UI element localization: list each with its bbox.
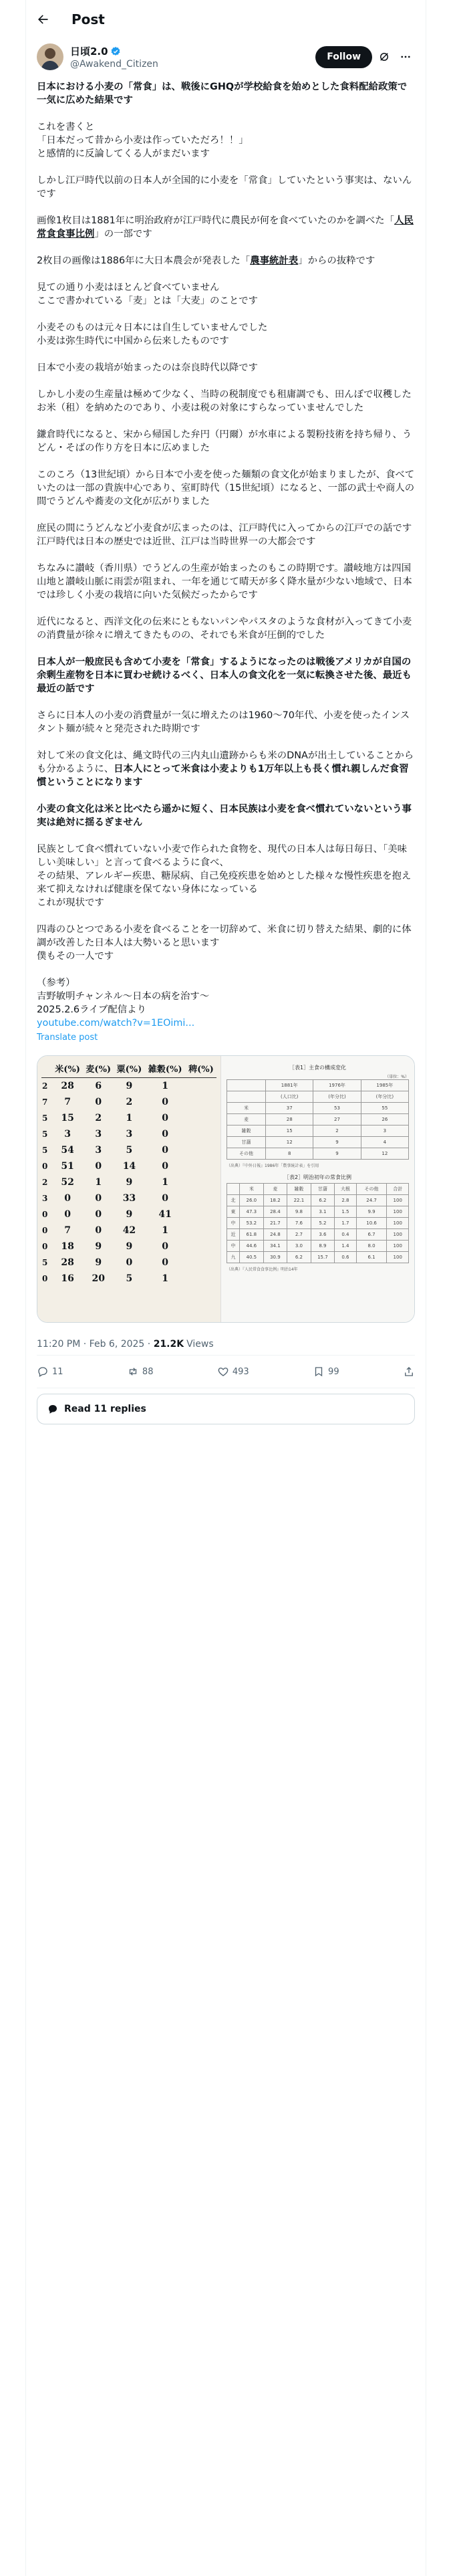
table-row — [41, 1255, 216, 1271]
table-row — [227, 1114, 409, 1125]
paragraph — [37, 843, 415, 909]
table-caption: ［表2］明治初年の常食比例 — [283, 1174, 352, 1180]
table-cell: 21.7 — [263, 1218, 287, 1229]
table-cell: 14 — [122, 1161, 136, 1172]
table-row — [227, 1080, 409, 1091]
paragraph: さらに日本人の小麦の消費量が一気に増えたのは1960〜70年代、小麦を使ったインスタント麺が続々と発売された時期です — [37, 710, 410, 734]
table-cell: 3 — [64, 1129, 71, 1140]
table-cell: 米 — [240, 1184, 264, 1195]
paragraph — [37, 655, 415, 695]
paragraph: しかし小麦の生産量は極めて少なく、当時の税制度でも租庸調でも、田んぼで収穫したお米（租）を納めたのであり、小麦は税の対象にすらなっていませんでした — [37, 389, 412, 413]
author-row — [26, 39, 426, 75]
table-cell: (年分比) — [361, 1091, 408, 1103]
table-cell: 12 — [361, 1148, 408, 1160]
share-icon — [403, 1366, 415, 1378]
row-number: 5 — [42, 1113, 48, 1123]
table-row — [41, 1222, 216, 1239]
table-cell: 0 — [95, 1209, 102, 1220]
table-row — [41, 1271, 216, 1287]
grok-icon[interactable] — [375, 47, 394, 66]
table-cell: 5 — [126, 1273, 133, 1284]
table-cell: 16 — [61, 1273, 74, 1284]
paragraph — [37, 923, 415, 963]
table-cell: 1 — [162, 1273, 169, 1284]
table-row — [227, 1103, 409, 1114]
paragraph — [37, 254, 415, 267]
table-cell: 0 — [126, 1257, 133, 1268]
media-images[interactable] — [37, 1055, 415, 1323]
table-cell: 1985年 — [361, 1080, 408, 1091]
line: 江戸時代は日本の歴史では近世、江戸は当時世界一の大都会です — [37, 536, 316, 547]
table-cell: 1 — [162, 1081, 169, 1091]
table-cell: 24.7 — [356, 1195, 387, 1206]
more-options-icon[interactable] — [396, 47, 415, 66]
table-row — [41, 1110, 216, 1126]
row-number: 0 — [42, 1210, 48, 1219]
read-replies-button[interactable] — [37, 1394, 415, 1424]
repost-count: 88 — [142, 1366, 154, 1377]
table-cell: 0 — [95, 1161, 102, 1172]
table-cell: 3 — [361, 1125, 408, 1137]
line: その結果、アレルギー疾患、糖尿病、自己免疫疾患を始めとした様々な慢性疾患を抱え来て抑えなければ健康を保てない身体になっている — [37, 871, 412, 895]
paragraph: 近代になると、西洋文化の伝来にともないパンやパスタのような食材が入ってきて小麦の消費量が徐々に増えてきたものの、それでも米食が圧倒的でした — [37, 617, 412, 641]
row-number: 5 — [42, 1130, 48, 1139]
table-cell: 28 — [266, 1114, 313, 1125]
paragraph: 日本で小麦の栽培が始まったのは奈良時代以降です — [37, 362, 258, 373]
paragraph — [37, 321, 415, 348]
post-text — [26, 75, 426, 1045]
table-row — [41, 1158, 216, 1174]
table-cell: 0.4 — [335, 1229, 356, 1241]
line: 2025.2.6ライブ配信より — [37, 1004, 146, 1015]
table-row — [227, 1184, 409, 1195]
table-cell: 2.7 — [287, 1229, 311, 1241]
table-row — [227, 1218, 409, 1229]
paragraph — [37, 976, 415, 1030]
table-cell: 3.6 — [311, 1229, 335, 1241]
like-count: 493 — [232, 1366, 249, 1377]
table-cell: 42 — [122, 1225, 136, 1236]
timestamp[interactable]: 11:20 PM · Feb 6, 2025 · — [37, 1339, 151, 1350]
table-cell: 4 — [361, 1137, 408, 1148]
table-cell: 中 — [227, 1218, 240, 1229]
action-bar — [37, 1356, 415, 1388]
table-cell: 2 — [95, 1113, 102, 1123]
line: 庶民の間にうどんなど小麦食が広まったのは、江戸時代に入ってからの江戸での話です — [37, 523, 412, 534]
row-number: 0 — [42, 1226, 48, 1235]
text-run: 対して米の食文化は、縄文時代の三内丸山遺跡からも米のDNAが出土していることからも分かるように、 — [37, 750, 414, 774]
table-cell: 9 — [95, 1241, 102, 1252]
table-cell: 2 — [126, 1097, 133, 1107]
translate-post-link[interactable]: Translate post — [37, 1033, 98, 1043]
table-cell: 34.1 — [263, 1241, 287, 1252]
bold-text: 日本における小麦の「常食」は、戦後にGHQが学校給食を始めとした食料配給政策で一気に広めた結果です — [37, 82, 408, 106]
display-name[interactable]: 日頃2.0 — [70, 45, 108, 58]
table-cell: 麦 — [263, 1184, 287, 1195]
row-number: 5 — [42, 1258, 48, 1267]
follow-button[interactable]: Follow — [315, 46, 372, 68]
reply-button[interactable] — [37, 1366, 63, 1378]
line: 見ての通り小麦はほとんど食べていません — [37, 282, 220, 293]
table-cell: (年分比) — [313, 1091, 361, 1103]
table-cell: 九 — [227, 1252, 240, 1263]
table-cell: 10.6 — [356, 1218, 387, 1229]
table-cell: 大根 — [335, 1184, 356, 1195]
line: 小麦そのものは元々日本には自生していませんでした — [37, 322, 268, 333]
line: 「日本だって昔から小麦は作っていただろ！！」 — [37, 135, 249, 146]
repost-icon — [127, 1366, 139, 1378]
table-cell: 40.5 — [240, 1252, 264, 1263]
table-cell: 5 — [126, 1145, 133, 1156]
table-cell: 100 — [387, 1241, 409, 1252]
paragraph — [37, 120, 415, 160]
table-cell: 米 — [227, 1103, 266, 1114]
table-cell: 100 — [387, 1218, 409, 1229]
table-row — [227, 1241, 409, 1252]
highlight-text: 農事統計表 — [250, 255, 299, 266]
avatar[interactable] — [37, 43, 63, 70]
bold-text: 小麦の食文化は米と比べたら遥かに短く、日本民族は小麦を食べ慣れていないという事実は絶対に揺るぎません — [37, 804, 412, 828]
table-cell: 3.0 — [287, 1241, 311, 1252]
table-cell: 100 — [387, 1206, 409, 1218]
line: これが現状です — [37, 897, 104, 908]
reply-icon — [37, 1366, 49, 1378]
table-cell: 44.6 — [240, 1241, 264, 1252]
table-row — [227, 1148, 409, 1160]
row-number: 0 — [42, 1242, 48, 1251]
table-cell: 3 — [95, 1145, 102, 1156]
table-row — [227, 1206, 409, 1218]
paragraph: しかし江戸時代以前の日本人が全国的に小麦を「常食」していたという事実は、ないんです — [37, 175, 412, 199]
bold-text: 日本人にとって米食は小麦よりも1万年以上も長く慣れ親しんだ食習慣ということになります — [37, 764, 409, 788]
table-cell: 47.3 — [240, 1206, 264, 1218]
table-unit: （単位：%） — [385, 1075, 409, 1079]
table-cell: 41 — [158, 1209, 172, 1220]
table-cell: 0 — [162, 1145, 169, 1156]
table-row — [41, 1206, 216, 1222]
table-cell: 麦 — [227, 1114, 266, 1125]
table-cell: 52 — [61, 1177, 74, 1188]
table-cell: 30.9 — [263, 1252, 287, 1263]
table-cell: 1 — [95, 1177, 102, 1188]
table-cell: 0.6 — [335, 1252, 356, 1263]
display-name-row[interactable] — [70, 44, 315, 58]
paragraph — [37, 281, 415, 308]
table-row — [41, 1142, 216, 1158]
verified-badge-icon — [110, 46, 121, 57]
table-cell: 26 — [361, 1114, 408, 1125]
table-cell: 甘藷 — [227, 1137, 266, 1148]
table-cell: 20 — [92, 1273, 105, 1284]
table-cell: 53.2 — [240, 1218, 264, 1229]
table-header: 稗(%) — [186, 1059, 216, 1078]
post-column — [26, 0, 426, 1424]
table-cell: 0 — [95, 1193, 102, 1204]
table-cell: 100 — [387, 1229, 409, 1241]
table-cell: 9 — [126, 1241, 133, 1252]
views-label: Views — [186, 1339, 214, 1350]
table-cell: 26.0 — [240, 1195, 264, 1206]
table-cell: 37 — [266, 1103, 313, 1114]
table-cell: 33 — [122, 1193, 136, 1204]
table-cell: 6 — [95, 1081, 102, 1091]
row-number: 7 — [42, 1097, 48, 1107]
back-arrow-icon[interactable] — [31, 8, 54, 31]
table-cell: 18 — [61, 1241, 74, 1252]
table-cell: 3.1 — [311, 1206, 335, 1218]
table-cell: 1976年 — [313, 1080, 361, 1091]
table-cell: 雑穀 — [287, 1184, 311, 1195]
table-cell: 5.2 — [311, 1218, 335, 1229]
table-cell: その他 — [356, 1184, 387, 1195]
table-header: 麦(%) — [83, 1059, 114, 1078]
table-cell: 北 — [227, 1195, 240, 1206]
highlight-text: 人民常食食事比例 — [37, 215, 414, 239]
table-cell: 3 — [126, 1129, 133, 1140]
table-cell: 0 — [162, 1113, 169, 1123]
table-cell: 合計 — [387, 1184, 409, 1195]
table-cell: 1.4 — [335, 1241, 356, 1252]
table-cell: その他 — [227, 1148, 266, 1160]
table-cell: 0 — [162, 1129, 169, 1140]
table-cell: 9 — [126, 1209, 133, 1220]
author-names — [70, 44, 315, 70]
text-run: 」の一部です — [94, 229, 152, 239]
table-cell: 0 — [64, 1193, 71, 1204]
table-cell: 9 — [313, 1137, 361, 1148]
line: これを書くと — [37, 122, 95, 132]
like-button[interactable] — [217, 1366, 249, 1378]
table-row — [41, 1174, 216, 1190]
paragraph — [37, 80, 415, 107]
read-replies-label: Read 11 replies — [64, 1404, 146, 1414]
text-run: 画像1枚目は1881年に明治政府が江戸時代に農民が何を食べていたのかを調べた「 — [37, 215, 395, 226]
table-cell: 1 — [162, 1177, 169, 1188]
table-cell: 雑穀 — [227, 1125, 266, 1137]
table-cell: 0 — [64, 1209, 71, 1220]
table-cell: 中 — [227, 1241, 240, 1252]
table-cell: 53 — [313, 1103, 361, 1114]
table-cell: 9.9 — [356, 1206, 387, 1218]
table-cell: 0 — [162, 1193, 169, 1204]
table-cell: 54 — [61, 1145, 74, 1156]
table-cell — [227, 1091, 266, 1103]
table-header: 米(%) — [52, 1059, 83, 1078]
table-cell: 1 — [126, 1113, 133, 1123]
repost-button[interactable] — [127, 1366, 154, 1378]
line: と感情的に反論してくる人がまだいます — [37, 148, 210, 159]
table-caption: ［表1］主食の構成変化 — [289, 1065, 347, 1071]
table-cell: 7.6 — [287, 1218, 311, 1229]
table-cell: 甘藷 — [311, 1184, 335, 1195]
line: 四毒のひとつである小麦を食べることを一切辞めて、米食に切り替えた結果、劇的に体調が改善した日本人は大勢いると思います — [37, 924, 412, 948]
heart-icon — [217, 1366, 229, 1378]
table-cell: 22.1 — [287, 1195, 311, 1206]
table-cell: 7 — [64, 1097, 71, 1107]
paragraph: このころ（13世紀頃）から日本で小麦を使った麺類の食文化が始まりましたが、食べていたのは一部の貴族中心であり、室町時代（15世紀頃）になると、一部の武士や商人の間でうどんや蕎麦の文化が広がりました — [37, 469, 415, 507]
table-row — [227, 1125, 409, 1137]
table-cell: (人口比) — [266, 1091, 313, 1103]
paragraph — [37, 522, 415, 548]
table-cell — [227, 1184, 240, 1195]
text-run: 2枚目の画像は1886年に大日本農会が発表した「 — [37, 255, 251, 266]
table-cell: 9 — [313, 1148, 361, 1160]
bold-text: 日本人が一般庶民も含めて小麦を「常食」するようになったのは戦後アメリカが自国の余剰生産物を日本に買わせ続けるべく、日本人の食文化を一気に転換させた後、最近も最近の話です — [37, 657, 412, 694]
table-cell — [227, 1080, 266, 1091]
table-row — [227, 1252, 409, 1263]
table-cell: 6.1 — [356, 1252, 387, 1263]
table-cell: 3 — [95, 1129, 102, 1140]
row-number: 0 — [42, 1274, 48, 1283]
table-cell: 55 — [361, 1103, 408, 1114]
table-cell: 24.8 — [263, 1229, 287, 1241]
table-cell: 61.8 — [240, 1229, 264, 1241]
line: （参考） — [37, 978, 76, 988]
line: 吉野敏明チャンネル〜日本の病を治す〜 — [37, 991, 210, 1002]
table-cell: 9.8 — [287, 1206, 311, 1218]
youtube-link[interactable]: youtube.com/watch?v=1EOimi... — [37, 1018, 195, 1029]
reply-count: 11 — [52, 1366, 63, 1377]
handle[interactable]: @Awakend_Citizen — [70, 59, 158, 70]
table-note: （出典）『中外日報』1986年「農事統計表」を引用 — [227, 1164, 319, 1168]
table-cell: 0 — [162, 1241, 169, 1252]
table-row — [227, 1229, 409, 1241]
staple-composition-table — [227, 1079, 409, 1160]
text-run: 」からの抜粋です — [298, 255, 375, 266]
table-cell: 8.0 — [356, 1241, 387, 1252]
table-cell: 1.5 — [335, 1206, 356, 1218]
post-meta — [37, 1333, 415, 1355]
table-header — [41, 1059, 52, 1078]
table-cell: 東 — [227, 1206, 240, 1218]
table-cell: 1.7 — [335, 1218, 356, 1229]
bookmark-button[interactable] — [313, 1366, 339, 1378]
table-cell: 28 — [61, 1257, 74, 1268]
table-cell: 1881年 — [266, 1080, 313, 1091]
share-button[interactable] — [403, 1366, 415, 1378]
table-header: 雑穀(%) — [145, 1059, 186, 1078]
table-cell: 近 — [227, 1229, 240, 1241]
paragraph — [37, 749, 415, 789]
image-1-food-ratio-table[interactable] — [37, 1056, 220, 1322]
table-cell: 100 — [387, 1252, 409, 1263]
table-cell: 8 — [266, 1148, 313, 1160]
table-cell: 6.2 — [311, 1195, 335, 1206]
row-number: 3 — [42, 1194, 48, 1203]
paragraph: ちなみに讃岐（香川県）でうどんの生産が始まったのもこの時期です。讃岐地方は四国山地と讃岐山脈に雨雲が阻まれ、一年を通じて晴天が多く降水量が少ない地域で、日本では珍しく小麦の栽培に向いた気候だったからです — [37, 563, 412, 601]
bookmark-count: 99 — [328, 1366, 339, 1377]
row-number: 2 — [42, 1081, 48, 1091]
table-row — [41, 1126, 216, 1142]
table-row — [41, 1190, 216, 1206]
table-cell: 2.8 — [335, 1195, 356, 1206]
row-number: 5 — [42, 1146, 48, 1155]
table-row — [227, 1091, 409, 1103]
table-cell: 51 — [61, 1161, 74, 1172]
paragraph — [37, 214, 415, 241]
table-cell: 0 — [162, 1097, 169, 1107]
table-cell: 6.7 — [356, 1229, 387, 1241]
table-cell: 8.9 — [311, 1241, 335, 1252]
table-row — [227, 1137, 409, 1148]
table-cell: 0 — [162, 1257, 169, 1268]
speech-bubble-icon — [47, 1403, 59, 1415]
table-row — [227, 1195, 409, 1206]
table-cell: 1 — [162, 1225, 169, 1236]
table-cell: 9 — [95, 1257, 102, 1268]
table-cell: 15.7 — [311, 1252, 335, 1263]
table-header: 粟(%) — [114, 1059, 144, 1078]
bookmark-icon — [313, 1366, 325, 1378]
row-number: 0 — [42, 1162, 48, 1171]
table-cell: 9 — [126, 1081, 133, 1091]
table-row — [41, 1239, 216, 1255]
regional-staple-table — [227, 1183, 409, 1263]
image-2-statistics-tables[interactable] — [220, 1056, 414, 1322]
table-cell: 12 — [266, 1137, 313, 1148]
table-cell: 18.2 — [263, 1195, 287, 1206]
top-bar — [26, 0, 426, 39]
table-cell: 0 — [95, 1097, 102, 1107]
table-row — [41, 1094, 216, 1110]
line: 民族として食べ慣れていない小麦で作られた食物を、現代の日本人は毎日毎日、「美味しい美味しい」と言って食べるように食べ、 — [37, 844, 408, 868]
line: 小麦は弥生時代に中国から伝来したものです — [37, 336, 229, 346]
food-ratio-table — [41, 1059, 216, 1287]
paragraph: 鎌倉時代になると、宋から帰国した弁円（円爾）が水車による製粉技術を持ち帰り、うどん・そばの作り方を日本に広めました — [37, 429, 412, 453]
table-cell: 28 — [61, 1081, 74, 1091]
table-cell: 100 — [387, 1195, 409, 1206]
table-note: （出典）『人民常食食事比例』明治14年 — [227, 1267, 298, 1272]
table-cell: 15 — [61, 1113, 74, 1123]
table-cell: 6.2 — [287, 1252, 311, 1263]
page-title: Post — [71, 11, 105, 27]
table-cell: 28.4 — [263, 1206, 287, 1218]
line: ここで書かれている「麦」とは「大麦」のことです — [37, 296, 258, 306]
table-cell: 7 — [64, 1225, 71, 1236]
table-row — [41, 1078, 216, 1095]
table-cell: 2 — [313, 1125, 361, 1137]
views-count: 21.2K — [153, 1339, 184, 1350]
paragraph — [37, 802, 415, 829]
table-cell: 0 — [95, 1225, 102, 1236]
table-cell: 0 — [162, 1161, 169, 1172]
table-cell: 9 — [126, 1177, 133, 1188]
line: 僕もその一人です — [37, 951, 114, 962]
row-number: 2 — [42, 1178, 48, 1187]
table-cell: 15 — [266, 1125, 313, 1137]
table-cell: 27 — [313, 1114, 361, 1125]
